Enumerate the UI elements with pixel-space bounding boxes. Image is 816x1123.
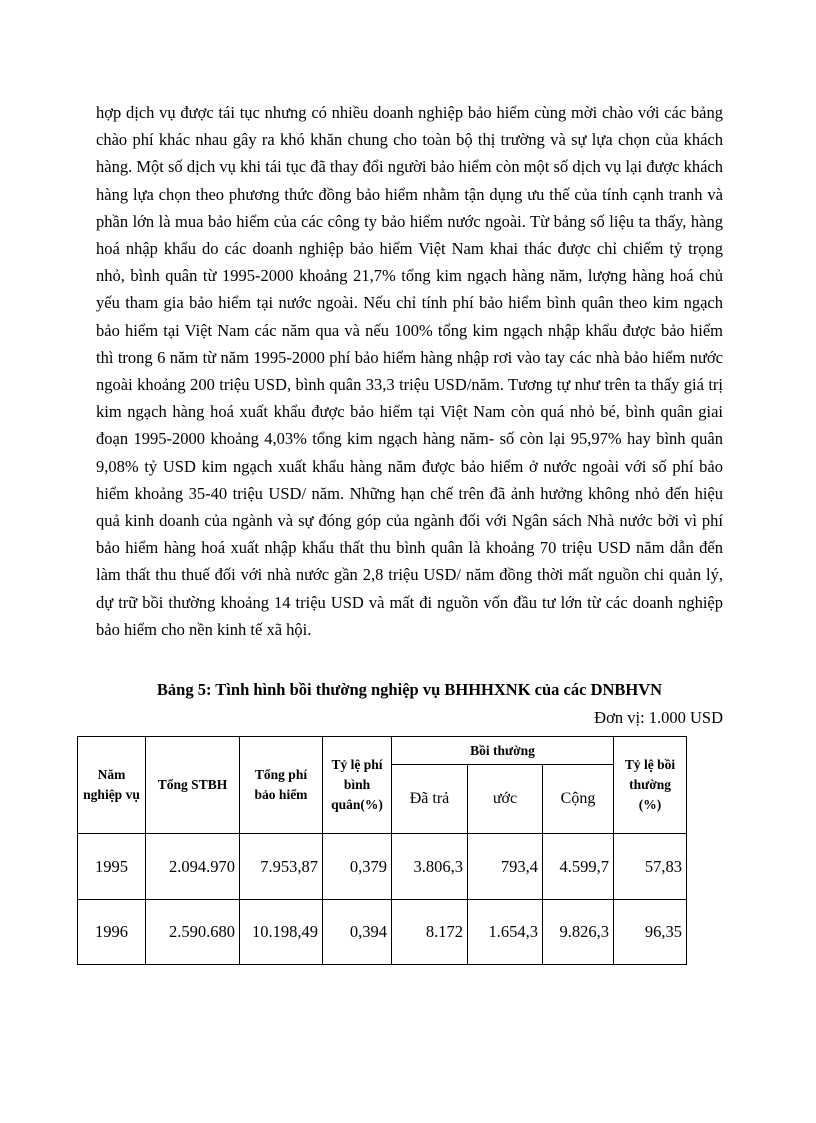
cell-rate: 0,394	[323, 900, 392, 965]
cell-estimated: 793,4	[468, 834, 543, 900]
header-premium: Tổng phí bảo hiểm	[240, 737, 323, 834]
header-claims: Bồi thường	[392, 737, 614, 765]
header-year: Năm nghiệp vụ	[78, 737, 146, 834]
table-row	[78, 900, 687, 965]
body-paragraph: hợp dịch vụ được tái tục nhưng có nhiều doanh nghiệp bảo hiểm cùng mời chào với các bảng chào phí khác nhau gây ra khó khăn chung cho toàn bộ thị trường và sự lựa chọn của khách hàng. Một số dịch vụ khi tái tục đã thay đổi người bảo hiểm còn một số dịch vụ lại được khách hàng lựa chọn theo phương thức đồng bảo hiểm nhằm tận dụng ưu thế của tính cạnh tranh và phần lớn là mua bảo hiểm của các công ty bảo hiểm nước ngoài. Từ bảng số liệu ta thấy, hàng hoá nhập khẩu do các doanh nghiệp bảo hiểm Việt Nam khai thác được chỉ chiếm tỷ trọng nhỏ, bình quân từ 1995-2000 khoảng 21,7% tổng kim ngạch hàng năm, lượng hàng hoá chủ yếu tham gia bảo hiểm tại nước ngoài. Nếu chỉ tính phí bảo hiểm bình quân theo kim ngạch bảo hiểm tại Việt Nam các năm qua và nếu 100% tổng kim ngạch nhập khẩu được bảo hiểm thì trong 6 năm từ năm 1995-2000 phí bảo hiểm hàng nhập rơi vào tay các nhà bảo hiểm nước ngoài khoảng 200 triệu USD, bình quân 33,3 triệu USD/năm. Tương tự như trên ta thấy giá trị kim ngạch hàng hoá xuất khẩu được bảo hiểm tại Việt Nam còn quá nhỏ bé, bình quân giai đoạn 1995-2000 khoảng 4,03% tổng kim ngạch hàng năm- số còn lại 95,97% hay bình quân 9,08% tỷ USD kim ngạch xuất khẩu hàng năm được bảo hiểm ở nước ngoài với số phí bảo hiểm khoảng 35-40 triệu USD/ năm. Những hạn chế trên đã ảnh hưởng không nhỏ đến hiệu quả kinh doanh của ngành và sự đóng góp của ngành đối với Ngân sách Nhà nước bởi vì phí bảo hiểm hàng hoá xuất nhập khẩu thất thu bình quân là khoảng 70 triệu USD năm dẫn đến làm thất thu thuế đối với nhà nước gần 2,8 triệu USD/ năm đồng thời mất nguồn chi quản lý, dự trữ bồi thường khoảng 14 triệu USD và mất đi nguồn vốn đầu tư lớn từ các doanh nghiệp bảo hiểm cho nền kinh tế xã hội.	[96, 103, 723, 639]
header-stbh: Tổng STBH	[146, 737, 240, 834]
cell-year: 1996	[78, 900, 146, 965]
cell-loss-ratio: 96,35	[614, 900, 687, 965]
table-header-row	[78, 737, 687, 765]
header-loss-ratio: Tỷ lệ bồi thường (%)	[614, 737, 687, 834]
cell-estimated: 1.654,3	[468, 900, 543, 965]
cell-stbh: 2.590.680	[146, 900, 240, 965]
header-paid: Đã trả	[392, 765, 468, 834]
cell-paid: 3.806,3	[392, 834, 468, 900]
cell-premium: 10.198,49	[240, 900, 323, 965]
cell-premium: 7.953,87	[240, 834, 323, 900]
table-row	[78, 834, 687, 900]
cell-total: 9.826,3	[543, 900, 614, 965]
cell-paid: 8.172	[392, 900, 468, 965]
cell-rate: 0,379	[323, 834, 392, 900]
header-total: Cộng	[543, 765, 614, 834]
table-title: Bảng 5: Tình hình bồi thường nghiệp vụ BHHHXNK của các DNBHVN	[156, 680, 663, 699]
cell-total: 4.599,7	[543, 834, 614, 900]
claims-table	[77, 736, 687, 965]
unit-label: Đơn vị: 1.000 USD	[594, 708, 723, 727]
cell-stbh: 2.094.970	[146, 834, 240, 900]
cell-year: 1995	[78, 834, 146, 900]
header-rate: Tỷ lệ phí bình quân(%)	[323, 737, 392, 834]
header-estimated: ước	[468, 765, 543, 834]
cell-loss-ratio: 57,83	[614, 834, 687, 900]
